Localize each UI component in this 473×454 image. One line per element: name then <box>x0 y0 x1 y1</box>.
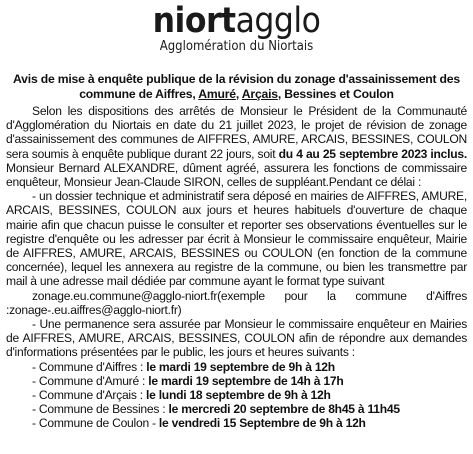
notice-title <box>6 72 467 102</box>
permanence-commune: - Commune de Bessines : <box>32 402 169 417</box>
enquiry-dates: du 4 au 25 septembre 2023 inclus. <box>278 146 467 161</box>
permanence-date: le mardi 19 septembre de 14h à 17h <box>148 373 344 388</box>
niortagglo-logo <box>6 0 467 64</box>
permanence-commune: - Commune de Coulon - <box>32 416 159 431</box>
title-line-2 <box>6 87 467 102</box>
list-item <box>32 416 467 430</box>
logo-wordmark <box>6 2 467 40</box>
intro-text: Selon les dispositions des arrêtés de Monsieur le Président de la Communauté d'Agglomération du Niortais en date du 21 juillet 2023, le projet de révision de zonage d'assainissement des communes de AIFFRES, AMURE, ARCAIS, BESSINES, COULON sera soumis à enquête publique durant 22 jours, soit <box>6 104 467 161</box>
paragraph-dossier: - un dossier technique et administratif sera déposé en mairies de AIFFRES, AMURE, ARCAIS, BESSINES, COULON aux jours et heures habituels d'ouverture de chaque mairie afin que chacun puisse le consulter et reporter ses observations éventuelles sur le registre d'enquête ou les adresser par écrit à Monsieur le commissaire enquêteur, Mairie de AIFFRES, AMURE, ARCAIS, BESSINES ou COULON (en fonction de la commune concernée), lequel les annexera au registre de la commune, ou bien les transmettre par mail à une adresse mail dédiée par commune ayant le format type suivant <box>6 189 467 289</box>
title-line-2-prefix: commune de Aiffres, <box>79 87 199 101</box>
permanence-date: le lundi 18 septembre de 9h à 12h <box>146 388 331 403</box>
paragraph-intro <box>6 104 467 189</box>
title-amure: Amuré <box>198 87 236 101</box>
notice-body <box>6 104 467 431</box>
list-item <box>32 374 467 388</box>
list-item <box>32 402 467 416</box>
title-line-1: Avis de mise à enquête publique de la révision du zonage d'assainissement des <box>13 72 460 86</box>
logo-word-agglo: agglo <box>235 1 321 41</box>
list-item <box>32 388 467 402</box>
permanence-commune: - Commune d'Aiffres : <box>32 359 147 374</box>
permanence-commune: - Commune d'Amuré : <box>32 373 149 388</box>
permanence-list <box>6 360 467 431</box>
permanence-date: le mardi 19 septembre de 9h à 12h <box>146 359 335 374</box>
paragraph-email: zonage.eu.commune@agglo-niort.fr(exemple pour la commune d'Aiffres :zonage-.eu.aiffres@agglo-niort.fr) <box>6 288 467 317</box>
permanence-date: le mercredi 20 septembre de 8h45 à 11h45 <box>168 402 400 417</box>
logo-word-niort: niort <box>152 1 236 41</box>
paragraph-permanence: - Une permanence sera assurée par Monsieur le commissaire enquêteur en Mairies de AIFFRES, AMURE, ARCAIS, BESSINES, COULON afin de répondre aux demandes d'informations présentées par le public, les jours et heures suivants : <box>6 317 467 360</box>
intro-text-after: Monsieur Bernard ALEXANDRE, dûment agréé, assurera les fonctions de commissaire enquêteur, Monsieur Jean-Claude SIRON, celles de suppléant.Pendant ce délai : <box>6 160 467 190</box>
permanence-date: le vendredi 15 Septembre de 9h à 12h <box>158 416 366 431</box>
permanence-commune: - Commune d'Arçais : <box>32 388 146 403</box>
title-line-2-suffix: , Bessines et Coulon <box>277 87 394 101</box>
logo-subtitle: Agglomération du Niortais <box>159 39 314 54</box>
title-sep: , <box>235 87 242 101</box>
list-item <box>32 360 467 374</box>
title-arcais: Arçais <box>241 87 278 101</box>
